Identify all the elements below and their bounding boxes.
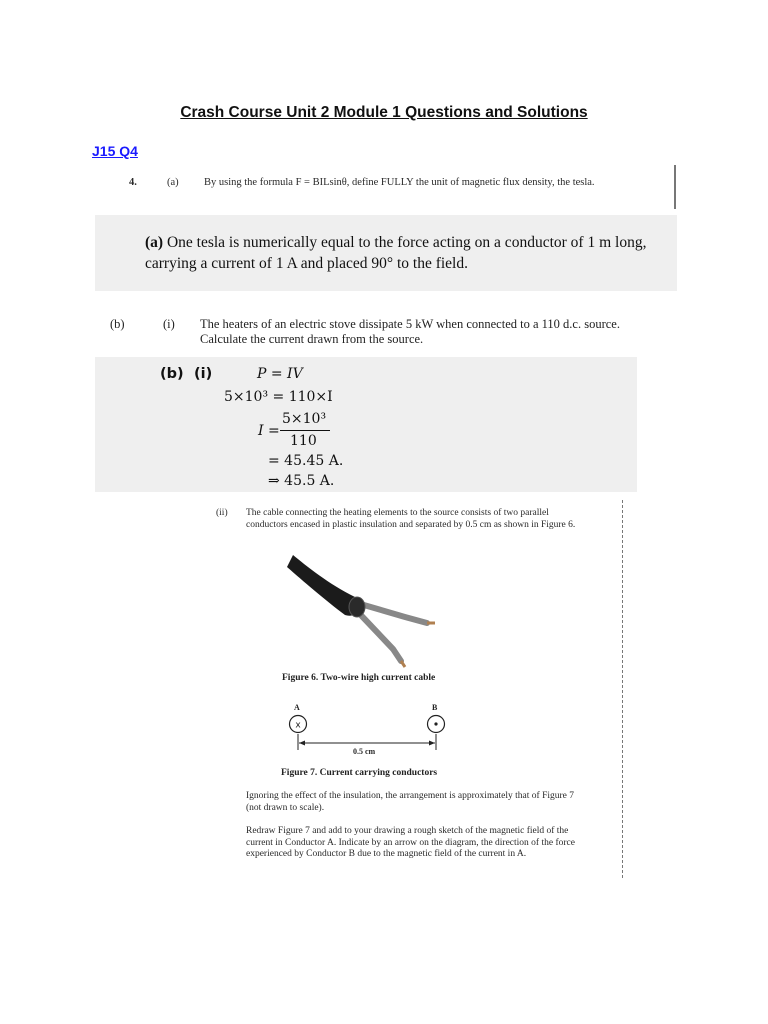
conductor-b-label: B	[432, 703, 438, 712]
question-link[interactable]: J15 Q4	[92, 143, 138, 159]
conductor-separation: 0.5 cm	[353, 747, 376, 756]
fraction-bar	[280, 430, 330, 431]
figure-7-caption: Figure 7. Current carrying conductors	[281, 768, 438, 778]
figure-6-caption: Figure 6. Two-wire high current cable	[282, 673, 436, 683]
part-b-ii-instruction: Redraw Figure 7 and add to your drawing a rough sketch of the magnetic field of the current in Conductor A. Indicate by an arrow on the diagram, the direction of the force experienced by Conductor B due to the magnetic field of the current in A.	[246, 826, 575, 859]
equation-final-answer: ⇒ 45.5 A.	[268, 473, 335, 489]
answer-a-label: (a)	[145, 234, 164, 251]
scan-dashed-edge	[622, 500, 623, 878]
scan-edge-line	[674, 165, 676, 209]
equation-current-lhs: I =	[258, 423, 280, 439]
part-a-question: By using the formula F = BILsinθ, define FULLY the unit of magnetic flux density, the tesla.	[204, 177, 595, 188]
current-out-of-page-icon	[434, 722, 437, 725]
conductor-a-label: A	[294, 703, 300, 712]
equation-substitution: 5×10³ = 110×I	[224, 389, 333, 405]
answer-b-label: (b)	[160, 366, 184, 382]
answer-a-text: One tesla is numerically equal to the force acting on a conductor of 1 m long, carrying a current of 1 A and placed 90° to the field.	[145, 234, 647, 272]
two-wire-cable-figure	[285, 545, 445, 670]
question-number: 4.	[129, 177, 137, 188]
equation-power: P = IV	[257, 366, 303, 382]
part-b-label: (b)	[110, 317, 125, 331]
part-b-sub-label: (i)	[163, 317, 175, 331]
part-b-ii-label: (ii)	[216, 508, 228, 518]
part-b-question-line1: The heaters of an electric stove dissipate 5 kW when connected to a 110 d.c. source.	[200, 317, 620, 331]
answer-b-sub-label: (i)	[194, 366, 213, 382]
answer-a	[145, 232, 665, 274]
cable-wire-lower	[357, 611, 401, 661]
equation-fraction-numerator: 5×10³	[282, 411, 327, 427]
equation-fraction-denominator: 110	[290, 433, 317, 449]
cable-end	[349, 597, 365, 617]
figure-7-note: Ignoring the effect of the insulation, the arrangement is approximately that of Figure 7 (not drawn to scale).	[246, 791, 575, 813]
equation-result: = 45.45 A.	[268, 453, 344, 469]
dimension-arrow-left-icon	[299, 741, 305, 746]
dimension-arrow-right-icon	[429, 741, 435, 746]
page-title: Crash Course Unit 2 Module 1 Questions and Solutions	[180, 104, 588, 121]
part-a-label: (a)	[167, 177, 179, 188]
cable-wire-lower-tip	[401, 661, 405, 667]
part-b-question-line2: Calculate the current drawn from the source.	[200, 332, 424, 346]
current-into-page-icon: x	[295, 720, 301, 731]
part-b-ii-text: The cable connecting the heating elements to the source consists of two parallel conductors encased in plastic insulation and separated by 0.5 cm as shown in Figure 6.	[246, 508, 576, 530]
